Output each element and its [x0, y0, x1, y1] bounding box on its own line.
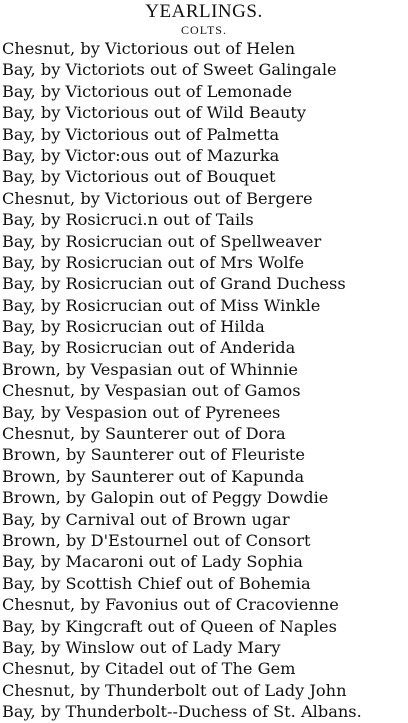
list-item: Bay, by Rosicrucian out of Hilda: [2, 317, 265, 337]
list-item: Bay, by Victorious out of Bouquet: [2, 167, 276, 187]
list-item: Bay, by Victorious out of Palmetta: [2, 124, 280, 144]
list-item: Bay, by Rosicrucian out of Grand Duchess: [2, 274, 346, 294]
list-item: Brown, by Saunterer out of Kapunda: [2, 466, 305, 486]
list-item: Brown, by Vespasian out of Whinnie: [2, 359, 298, 379]
list-item: Bay, by Carnival out of Brown ugar: [2, 509, 290, 529]
list-item: Bay, by Scottish Chief out of Bohemia: [2, 573, 311, 593]
list-item: Chesnut, by Vespasian out of Gamos: [2, 381, 301, 401]
list-item: Bay, by Rosicrucian out of Mrs Wolfe: [2, 252, 305, 272]
list-item: Bay, by Victoriots out of Sweet Galingale: [2, 60, 337, 80]
section-subheading: COLTS.: [181, 23, 227, 37]
list-item: Bay, by Macaroni out of Lady Sophia: [2, 552, 303, 572]
list-item: Brown, by Saunterer out of Fleuriste: [2, 445, 305, 465]
list-item: Bay, by Victor:ous out of Mazurka: [2, 145, 280, 165]
list-item: Chesnut, by Victorious out of Helen: [2, 39, 296, 58]
list-item: Chesnut, by Favonius out of Cracovienne: [2, 595, 339, 615]
list-item: Chesnut, by Thunderbolt out of Lady John: [2, 680, 347, 700]
list-item: Bay, by Rosicrucian out of Miss Winkle: [2, 295, 321, 315]
section-heading: YEARLINGS.: [145, 1, 263, 22]
list-item: Bay, by Vespasion out of Pyrenees: [2, 402, 281, 422]
entry-list: [2, 38, 406, 723]
list-item: Bay, by Thunderbolt--Duchess of St. Albans.: [2, 702, 362, 722]
list-item: Bay, by Kingcraft out of Queen of Naples: [2, 616, 337, 636]
list-item: Bay, by Rosicrucian out of Spellweaver: [2, 231, 322, 251]
list-item: Bay, by Victorious out of Lemonade: [2, 81, 293, 101]
list-item: Brown, by D'Estournel out of Consort: [2, 530, 311, 550]
list-item: Chesnut, by Saunterer out of Dora: [2, 424, 286, 444]
list-item: Chesnut, by Citadel out of The Gem: [2, 659, 296, 679]
list-item: Bay, by Winslow out of Lady Mary: [2, 637, 281, 657]
list-item: Brown, by Galopin out of Peggy Dowdie: [2, 488, 329, 508]
list-item: Chesnut, by Victorious out of Bergere: [2, 188, 313, 208]
list-item: Bay, by Rosicrucian out of Anderida: [2, 338, 296, 358]
list-item: Bay, by Rosicruci.n out of Tails: [2, 210, 254, 230]
list-item: Bay, by Victorious out of Wild Beauty: [2, 103, 307, 123]
